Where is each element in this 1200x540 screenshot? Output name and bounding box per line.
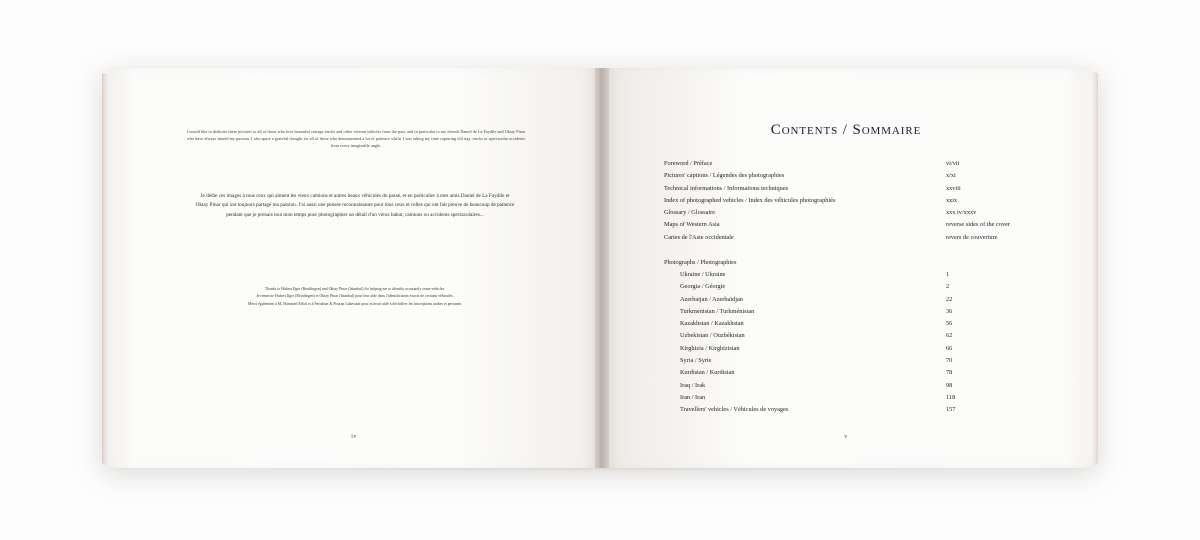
toc-entry[interactable] — [664, 306, 1032, 318]
toc-entry-label: Kurdistan / Kurdistan — [680, 369, 735, 377]
toc-entry-page: 70 — [946, 356, 953, 364]
toc-entry-label: Maps of Western Asia — [664, 221, 720, 229]
toc-entry[interactable] — [664, 330, 1032, 342]
toc-entry-label: Photographs / Photographies — [664, 258, 737, 266]
toc-entry-label: Glossary / Glossaire — [664, 209, 716, 217]
toc-entry-page: 36 — [946, 307, 953, 315]
toc-entry[interactable] — [664, 343, 1032, 355]
toc-entry-page: 66 — [946, 344, 953, 352]
toc-entry-label: Ukraine / Ukraine — [680, 271, 726, 279]
toc-entry[interactable] — [664, 269, 1032, 281]
toc-entry[interactable] — [664, 404, 1032, 416]
acknowledgement-line-extra: Merci également à M. Hammed Erbal et à Feridoun & Pouran Lakestani pour m'avoir aidé à déchiffrer les inscriptions arabes et persanes. — [247, 301, 463, 306]
acknowledgement-line-french: Je remercie Hubert Ilger (Reutlingen) et Oktay Pinar (Istanbul) pour leur aide dans l'identification exacte de certains véhicules. — [256, 294, 454, 299]
toc-entry-label: Uzbekistan / Ouzbékistan — [680, 332, 745, 340]
toc-entry-label: Foreword / Préface — [664, 160, 713, 167]
toc-entry-page: xxviii — [946, 184, 961, 192]
toc-entry-label: Iran / Iran — [680, 393, 706, 401]
toc-entry-page: 78 — [946, 369, 953, 377]
toc-entry-page: 157 — [946, 406, 956, 414]
toc-entry[interactable] — [664, 207, 1032, 219]
toc-entry-page: revers de couverture — [946, 233, 998, 241]
toc-entry[interactable] — [664, 195, 1032, 207]
acknowledgement-line-english: Thanks to Hubert Ilger (Reutlingen) and Oktay Pinar (Istanbul) for helping me to identify accurately some vehicles. — [264, 287, 446, 291]
dedication-french: Je dédie ces images à tous ceux qui aiment les vieux camions et autres beaux véhicules du passé, et en particulier à mes amis Daniel de La Faydile et Oktay Pinar qui ont toujours partagé ma passion. J'ai aussi une pensée reconnaissante pour tous ceux et celles qui ont fait preuve de beaucoup de patience pendant que je prenais tout mon temps pour photographier un détail d'un vieux bahut, camions ou accidents spectaculaires... — [195, 193, 515, 218]
toc-entry-label: Cartes de l'Asie occidentale — [664, 233, 734, 241]
toc-entry[interactable] — [664, 170, 1032, 182]
toc-entry-label: Travellers' vehicles / Véhicules de voyages — [680, 406, 789, 414]
toc-entry-label: Pictures' captions / Légendes des photographies — [664, 172, 785, 180]
dedication-english: I would like to dedicate these pictures to all of those who love beautiful vintage trucks and other veteran vehicles from the past, and in particular to my friends Daniel de La Faydile and Oktay Pinar who have always shared my passion. I also spare a grateful thought for all of those who demonstrated a lot of patience whilst I was taking my time capturing old rigs, trucks or spectacular accidents from every imaginable angle. — [186, 129, 526, 149]
toc-entry-page: reverse sides of the cover — [946, 221, 1010, 229]
toc-entry[interactable] — [664, 183, 1032, 195]
left-page — [108, 68, 600, 468]
toc-entry[interactable] — [664, 367, 1032, 379]
toc-entry[interactable] — [664, 318, 1032, 330]
toc-entry-page: xxix — [946, 196, 958, 204]
toc-entry[interactable] — [664, 392, 1032, 404]
page-title: Contents / Sommaire — [770, 122, 922, 138]
toc-entry-label: Iraq / Irak — [680, 381, 706, 389]
toc-entry[interactable] — [664, 294, 1032, 306]
toc-entry[interactable] — [664, 219, 1032, 231]
toc-entry[interactable] — [664, 158, 1032, 170]
toc-entry-page: xxx iv/xxxv — [946, 209, 977, 217]
toc-entry-page: 62 — [946, 332, 953, 340]
right-page — [600, 68, 1092, 468]
open-book — [108, 68, 1093, 468]
left-page-number: iv — [351, 434, 357, 440]
toc-entry-page: 118 — [946, 393, 956, 401]
toc-entry-page: x/xi — [946, 172, 956, 180]
table-of-contents — [664, 158, 1032, 416]
toc-entry-label: Turkmenistan / Turkménistan — [680, 307, 755, 315]
toc-entry[interactable] — [664, 380, 1032, 392]
toc-entry-label: Kazakhstan / Kazakhstan — [680, 320, 744, 328]
toc-entry[interactable] — [664, 355, 1032, 367]
toc-entry-page: 56 — [946, 320, 953, 328]
toc-entry-label: Index of photographed vehicles / Index des véhicules photographiés — [664, 196, 836, 204]
toc-entry-page: vi/vii — [946, 160, 960, 167]
toc-entry-page: 1 — [946, 271, 950, 279]
toc-entry[interactable] — [664, 281, 1032, 293]
toc-entry[interactable] — [664, 257, 1032, 269]
toc-entry-page: 22 — [946, 295, 953, 303]
toc-entry-page: 2 — [946, 283, 950, 291]
right-page-number: v — [844, 434, 848, 440]
toc-entry-label: Syria / Syrie — [680, 356, 712, 364]
toc-entry[interactable] — [664, 232, 1032, 244]
toc-entry-label: Azerbaijan / Azerbaïdjan — [680, 295, 743, 303]
toc-entry-label: Technical informations / Informations techniques — [664, 184, 789, 192]
toc-entry-page: 98 — [946, 381, 953, 389]
toc-entry-label: Georgia / Géorgie — [680, 283, 726, 291]
toc-entry-label: Kirghizia / Kirghizistan — [680, 344, 740, 352]
acknowledgements — [194, 286, 516, 308]
